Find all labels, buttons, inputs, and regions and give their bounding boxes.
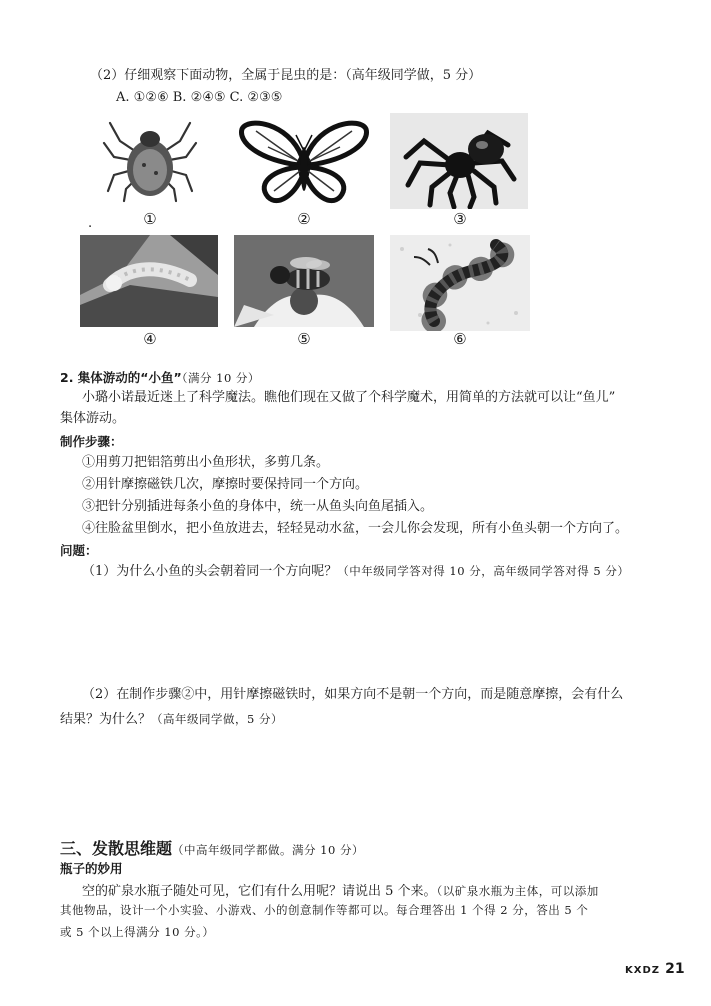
question-1 <box>82 560 629 581</box>
section-3-heading-text: 三、发散思维题 <box>60 839 173 858</box>
section-2-score: （满分 10 分） <box>181 371 260 385</box>
caption-6: ⑥ <box>453 330 467 348</box>
section-3-subtitle: 瓶子的妙用 <box>60 861 123 876</box>
footer-brand: KXDZ <box>625 965 661 976</box>
questions-label: 问题： <box>60 543 98 558</box>
section-3-line-2: 其他物品，设计一个小实验、小游戏、小的创意制作等都可以。每合理答出 1 个得 2 分，答出 5 个 <box>60 903 589 917</box>
section-3-heading <box>60 836 364 859</box>
steps-label: 制作步骤： <box>60 434 123 449</box>
intro-line-1: 小璐小诺最近迷上了科学魔法。瞧他们现在又做了个科学魔术，用简单的方法就可以让“鱼儿” <box>82 390 616 405</box>
intro-line-2: 集体游动。 <box>60 411 126 426</box>
question-2-note: （高年级同学做，5 分） <box>151 712 283 726</box>
section-3-line-1-main: 空的矿泉水瓶子随处可见，它们有什么用呢？请说出 5 个来。 <box>82 884 437 899</box>
caption-5: ⑤ <box>297 330 311 348</box>
section-3-line-3: 或 5 个以上得满分 10 分。） <box>60 925 215 939</box>
centipede-icon <box>390 235 530 331</box>
tick-icon <box>100 113 200 203</box>
question-2-stem: （2）仔细观察下面动物，全属于昆虫的是：（高年级同学做，5 分） <box>90 68 482 83</box>
bee-icon <box>234 235 374 327</box>
page-footer <box>625 958 685 977</box>
question-2-line-1: （2）在制作步骤②中，用针摩擦磁铁时，如果方向不是朝一个方向，而是随意摩擦，会有什么 <box>82 687 624 702</box>
caption-1: ① <box>143 210 157 228</box>
question-2-line-2 <box>60 708 283 729</box>
caption-2: ② <box>297 210 311 228</box>
step-2: ②用针摩擦磁铁几次，摩擦时要保持同一个方向。 <box>82 477 369 492</box>
step-1: ①用剪刀把铝箔剪出小鱼形状，多剪几条。 <box>82 455 330 470</box>
step-4: ④往脸盆里倒水，把小鱼放进去，轻轻晃动水盆，一会儿你会发现，所有小鱼头朝一个方向了。 <box>82 521 629 536</box>
spider-icon <box>390 113 528 209</box>
question-2-text: 结果？为什么？ <box>60 712 152 727</box>
section-3-heading-note: （中高年级同学都做。满分 10 分） <box>172 843 364 857</box>
question-1-note: （中年级同学答对得 10 分，高年级同学答对得 5 分） <box>337 564 630 578</box>
section-2-title-text: 2. 集体游动的“小鱼” <box>60 370 182 385</box>
section-2-title <box>60 367 260 386</box>
question-1-text: （1）为什么小鱼的头会朝着同一个方向呢？ <box>82 564 338 579</box>
page-number: 21 <box>665 961 685 977</box>
stray-dot: . <box>88 216 93 231</box>
caption-3: ③ <box>453 210 467 228</box>
caption-4: ④ <box>143 330 157 348</box>
section-3-line-1-note: （以矿泉水瓶为主体，可以添加 <box>436 884 599 898</box>
section-3-line-1 <box>82 880 599 901</box>
caterpillar-icon <box>80 235 218 327</box>
step-3: ③把针分别插进每条小鱼的身体中，统一从鱼头向鱼尾插入。 <box>82 499 434 514</box>
question-2-options: A. ①②⑥ B. ②④⑤ C. ②③⑤ <box>116 90 283 105</box>
butterfly-icon <box>238 117 370 207</box>
